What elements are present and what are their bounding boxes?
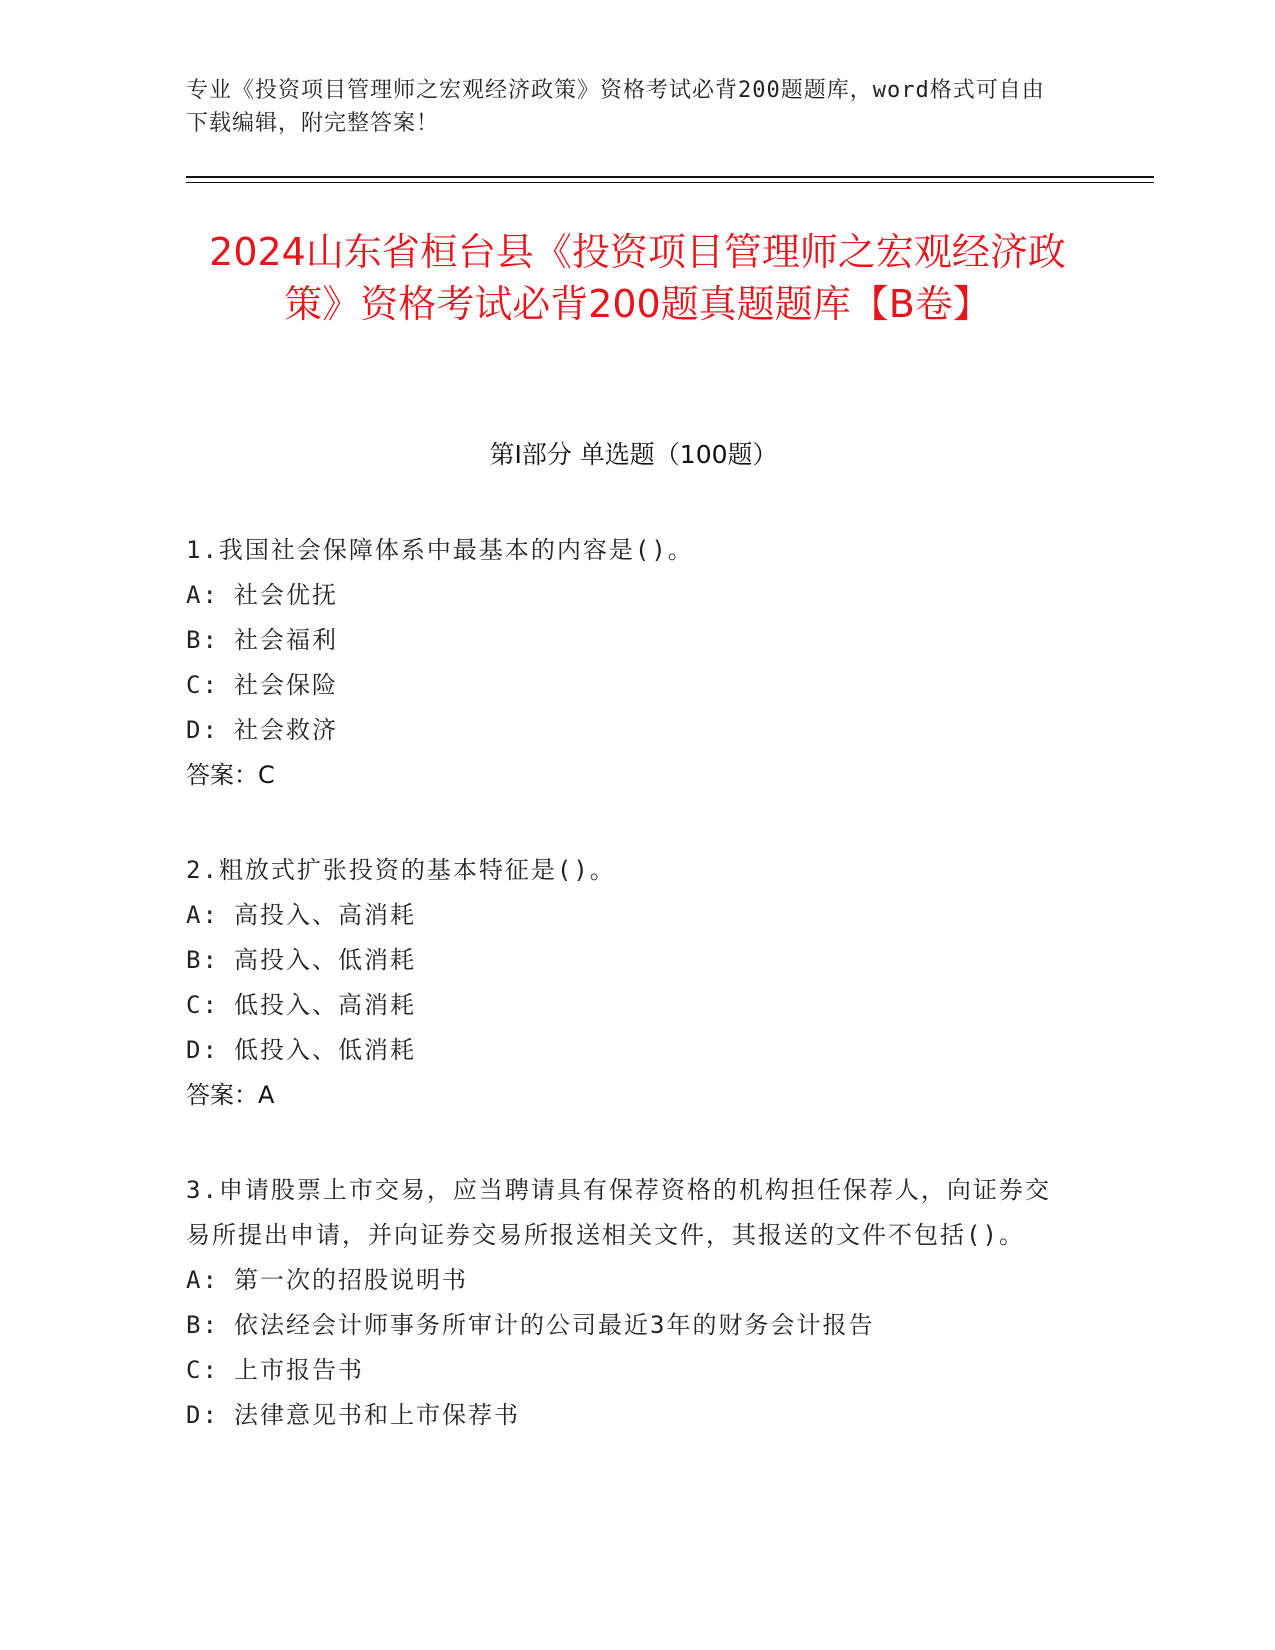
option-key: A: <box>186 901 219 929</box>
question-option <box>186 983 1066 1028</box>
question-stem: 2.粗放式扩张投资的基本特征是()。 <box>186 856 616 884</box>
option-key: D: <box>186 1036 219 1064</box>
option-text: 社会优抚 <box>234 581 338 609</box>
option-text: 第一次的招股说明书 <box>234 1266 468 1294</box>
option-key: C: <box>186 671 219 699</box>
question-block <box>186 1168 1066 1438</box>
option-text: 上市报告书 <box>234 1356 364 1384</box>
answer-line: 答案：A <box>186 1081 275 1109</box>
option-key: A: <box>186 581 219 609</box>
question-option <box>186 1028 1066 1073</box>
question-option <box>186 573 1066 618</box>
question-option <box>186 1303 1066 1348</box>
option-text: 社会救济 <box>234 716 338 744</box>
question-option <box>186 618 1066 663</box>
option-key: C: <box>186 1356 219 1384</box>
question-option <box>186 663 1066 708</box>
option-key: D: <box>186 716 219 744</box>
option-text: 低投入、低消耗 <box>234 1036 416 1064</box>
question-option <box>186 893 1066 938</box>
option-text: 法律意见书和上市保荐书 <box>234 1401 520 1429</box>
option-key: A: <box>186 1266 219 1294</box>
section-heading: 第Ⅰ部分 单选题（100题） <box>489 440 778 469</box>
question-option <box>186 938 1066 983</box>
header-rule-thick <box>186 176 1154 178</box>
option-text: 社会福利 <box>234 626 338 654</box>
option-key: B: <box>186 626 219 654</box>
question-option <box>186 1258 1066 1303</box>
document-title: 2024山东省桓台县《投资项目管理师之宏观经济政策》资格考试必背200题真题题库【B卷】 <box>209 230 1066 326</box>
option-text: 依法经会计师事务所审计的公司最近3年的财务会计报告 <box>234 1311 875 1339</box>
option-key: D: <box>186 1401 219 1429</box>
question-block <box>186 528 1066 798</box>
question-stem: 3.申请股票上市交易，应当聘请具有保荐资格的机构担任保荐人，向证券交易所提出申请，并向证券交易所报送相关文件，其报送的文件不包括()。 <box>186 1176 1051 1249</box>
option-key: B: <box>186 1311 219 1339</box>
header-rule-thin <box>186 182 1154 183</box>
question-option <box>186 1348 1066 1393</box>
question-block <box>186 848 1066 1118</box>
option-text: 低投入、高消耗 <box>234 991 416 1019</box>
answer-line: 答案：C <box>186 761 275 789</box>
option-key: B: <box>186 946 219 974</box>
question-option <box>186 708 1066 753</box>
option-text: 高投入、高消耗 <box>234 901 416 929</box>
header-note: 专业《投资项目管理师之宏观经济政策》资格考试必背200题题库，word格式可自由下载编辑，附完整答案！ <box>186 78 1045 136</box>
question-stem: 1.我国社会保障体系中最基本的内容是()。 <box>186 536 694 564</box>
option-key: C: <box>186 991 219 1019</box>
question-list <box>186 528 1066 1488</box>
option-text: 高投入、低消耗 <box>234 946 416 974</box>
option-text: 社会保险 <box>234 671 338 699</box>
question-option <box>186 1393 1066 1438</box>
